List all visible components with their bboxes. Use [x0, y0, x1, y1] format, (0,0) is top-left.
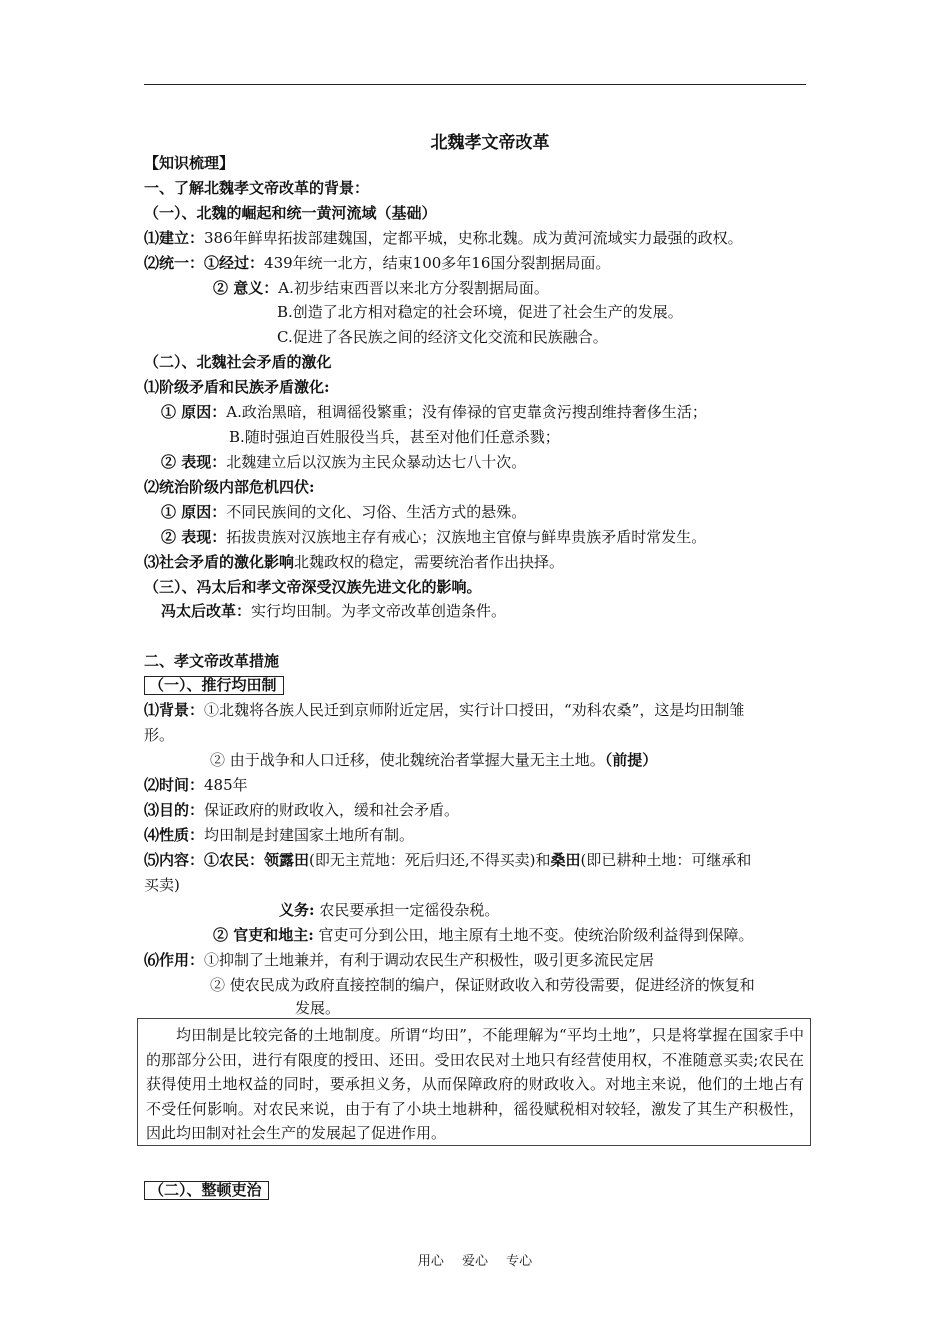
background-2 — [210, 750, 657, 770]
text: A.政治黑暗，租调徭役繁重；没有俸禄的官吏靠贪污搜刮维持奢侈生活； — [226, 403, 707, 421]
effect-2: ② 使农民成为政府直接控制的编户，保证财政收入和劳役需要，促进经济的恢复和 — [210, 976, 755, 994]
subsection-1-2-heading: （二）、北魏社会矛盾的激化 — [144, 353, 332, 371]
label: ⑷性质： — [144, 826, 205, 844]
page-title: 北魏孝文帝改革 — [430, 133, 550, 153]
header-rule — [144, 84, 806, 85]
subsection-1-1-heading: （一）、北魏的崛起和统一黄河流域（基础） — [144, 204, 437, 222]
text: (即无主荒地：死后归还,不得买卖)和 — [309, 851, 551, 869]
label: ⑴背景： — [144, 701, 205, 719]
label: 冯太后改革： — [161, 602, 252, 620]
paragraph-officials — [213, 925, 754, 945]
paragraph-content — [144, 850, 751, 870]
label: 义务: — [279, 901, 315, 919]
paragraph-establish — [144, 228, 743, 248]
cause-1-b: B.随时强迫百姓服役当兵，甚至对他们任意杀戮； — [229, 428, 560, 446]
significance-b: B.创造了北方相对稳定的社会环境，促进了社会生产的发展。 — [277, 303, 683, 321]
paragraph-feng-reform — [161, 601, 506, 621]
label: ② 意义： — [213, 279, 279, 297]
text: 农民要承担一定徭役杂税。 — [319, 901, 500, 919]
label: ⑶目的： — [144, 801, 205, 819]
label: ⑵时间： — [144, 776, 205, 794]
sublabel: ①经过： — [204, 254, 265, 272]
text: ② 由于战争和人口迁移，使北魏统治者掌握大量无主土地。 — [210, 751, 605, 769]
label: ⑵统一： — [144, 254, 205, 272]
note-text: 均田制是比较完备的土地制度。所谓“均田”，不能理解为“平均土地”，只是将掌握在国家手中的那部分公田，进行有限度的授田、还田。受田农民对土地只有经营使用权，不准随意买卖;农民在获得使用土地权益的同时，要承担义务，从而保障政府的财政收入。对地主来说，他们的土地占有不受任何影响。对农民来说，由于有了小块土地耕种，徭役赋税相对较轻，激发了其生产积极性，因此均田制对社会生产的发展起了促进作用。 — [146, 1026, 804, 1142]
text: (即已耕种土地：可继承和 — [580, 851, 752, 869]
premise-tag: （前提） — [604, 751, 658, 769]
section-2-heading: 二、孝文帝改革措施 — [144, 652, 280, 670]
paragraph-time — [144, 775, 248, 795]
paragraph-manifest-2 — [161, 527, 706, 547]
ruling-crisis-heading: ⑵统治阶级内部危机四伏: — [144, 478, 315, 496]
boxed-heading: （一）、推行均田制 — [144, 676, 284, 695]
text: ①北魏将各族人民迁到京师附近定居，实行计口授田，“劝科农桑”，这是均田制雏 — [204, 701, 745, 719]
text: 保证政府的财政收入，缓和社会矛盾。 — [204, 801, 460, 819]
sangtian: 桑田 — [550, 851, 581, 869]
paragraph-cause-2 — [161, 502, 526, 522]
paragraph-duty — [279, 900, 499, 920]
effect-2-cont: 发展。 — [295, 999, 341, 1017]
subsection-2-2-heading — [144, 1180, 269, 1200]
text: 386年鲜卑拓拔部建魏国，定都平城，史称北魏。成为黄河流域实力最强的政权。 — [204, 229, 743, 247]
text: 均田制是封建国家土地所有制。 — [204, 826, 415, 844]
paragraph-social-impact — [144, 552, 564, 572]
paragraph-manifest-1 — [161, 452, 526, 472]
text: 官吏可分到公田，地主原有土地不变。使统治阶级利益得到保障。 — [318, 926, 754, 944]
paragraph-purpose — [144, 800, 459, 820]
content-cont: 买卖) — [144, 876, 180, 894]
boxed-heading: （二）、整顿吏治 — [144, 1181, 269, 1200]
text: 439年统一北方，结束100多年16国分裂割据局面。 — [264, 254, 611, 272]
text: 实行均田制。为孝文帝改革创造条件。 — [251, 602, 507, 620]
label: ⑸内容： — [144, 851, 205, 869]
subsection-2-1-heading — [144, 675, 284, 695]
label: ② 表现： — [161, 528, 227, 546]
label: ① 原因： — [161, 403, 227, 421]
paragraph-effect — [144, 950, 654, 970]
label: ② 官吏和地主: — [213, 926, 314, 944]
lutian: 领露田 — [264, 851, 310, 869]
knowledge-heading: 【知识梳理】 — [144, 154, 235, 172]
label: ⑶社会矛盾的激化影响 — [144, 553, 295, 571]
page-footer: 用心 爱心 专心 — [417, 1254, 533, 1269]
text: A.初步结束西晋以来北方分裂割据局面。 — [278, 279, 549, 297]
background-cont: 形。 — [144, 726, 175, 744]
label: ⑴建立： — [144, 229, 205, 247]
text: 拓拔贵族对汉族地主存有戒心；汉族地主官僚与鲜卑贵族矛盾时常发生。 — [226, 528, 707, 546]
text: ①抑制了土地兼并，有利于调动农民生产积极性，吸引更多流民定居 — [204, 951, 655, 969]
text: 不同民族间的文化、习俗、生活方式的悬殊。 — [226, 503, 527, 521]
section-1-heading: 一、了解北魏孝文帝改革的背景： — [144, 179, 370, 197]
paragraph-significance — [213, 278, 549, 298]
significance-c: C.促进了各民族之间的经济文化交流和民族融合。 — [277, 328, 608, 346]
farmer-label: ①农民： — [204, 851, 265, 869]
paragraph-nature — [144, 825, 414, 845]
class-conflict-heading: ⑴阶级矛盾和民族矛盾激化: — [144, 378, 330, 396]
label: ① 原因： — [161, 503, 227, 521]
paragraph-unify — [144, 253, 610, 273]
subsection-1-3-heading: （三）、冯太后和孝文帝深受汉族先进文化的影响。 — [144, 578, 482, 596]
label: ⑹作用： — [144, 951, 205, 969]
text: 北魏政权的稳定，需要统治者作出抉择。 — [294, 553, 565, 571]
label: ② 表现： — [161, 453, 227, 471]
paragraph-background — [144, 700, 744, 720]
text: 485年 — [204, 776, 248, 794]
paragraph-cause-1 — [161, 402, 707, 422]
text: 北魏建立后以汉族为主民众暴动达七八十次。 — [226, 453, 527, 471]
note-box — [137, 1018, 811, 1146]
